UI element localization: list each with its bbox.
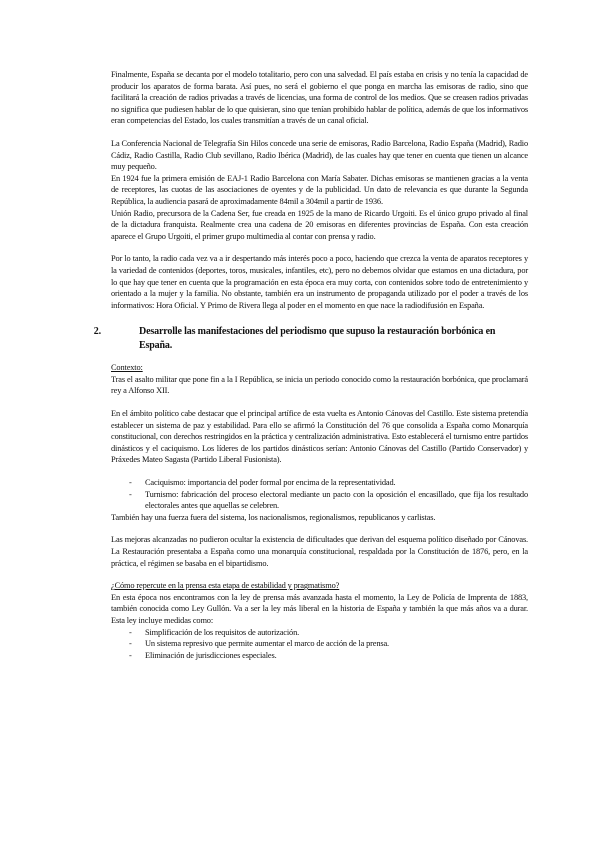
section-heading (93, 325, 528, 352)
document-body (93, 69, 528, 661)
list-item: - Simplificación de los requisitos de autorización. (145, 627, 528, 639)
prensa-question: ¿Cómo repercute en la prensa esta etapa de estabilidad y pragmatismo? (111, 581, 340, 591)
contexto-label: Contexto: (111, 363, 143, 373)
paragraph-asalto-militar: Tras el asalto militar que pone fin a la I República, se inicia un periodo conocido como la restauración borbónica, que proclamará rey a Alfonso XII. (111, 374, 528, 396)
paragraph-modelo-totalitario: Finalmente, España se decanta por el modelo totalitario, pero con una salvedad. El país estaba en crisis y no tenía la capacidad de producir los aparatos de forma barata. Así pues, no será el gobierno el que ponga en marcha las emisoras de radio, sino que facilitará la creación de radios privadas a través de licencias, una forma de control de los medios. Que se creasen radios privadas no significa que pudiesen hablar de lo que quisieran, sino que tenían prohibido hablar de política, además de que los informativos eran competencias del Estado, los cuales transmitían a través de un canal oficial. (111, 70, 528, 126)
contexto-bullet-list (111, 477, 528, 512)
list-item: - Eliminación de jurisdicciones especiales. (145, 650, 528, 662)
paragraph-conferencia-telegrafia: La Conferencia Nacional de Telegrafía Sin Hilos concede una serie de emisoras, Radio Barcelona, Radio España (Madrid), Radio Cádiz, Radio Castilla, Radio Club sevillano, Radio Ibérica (Madrid), de las cuales hay que tener en cuenta que tienen un alcance muy pequeño. (111, 138, 528, 172)
list-item: - Turnismo: fabricación del proceso electoral mediante un pacto con la oposición el encasillado, que fija los resultado electorales antes que aquellas se celebren. (145, 489, 528, 512)
section-number: 2. (93, 326, 101, 338)
paragraph-mejoras: Las mejoras alcanzadas no pudieron ocultar la existencia de dificultades que derivan del esquema político diseñado por Cánovas. La Restauración presentaba a España como una monarquía constitucional, respaldada por la Constitución de 1876, pero, en la práctica, el régimen se basaba en el bipartidismo. (111, 535, 528, 568)
paragraph-canovas: En el ámbito político cabe destacar que el principal artífice de esta vuelta es Antonio Cánovas del Castillo. Este sistema pretendía establecer un sistema de paz y estabilidad. Para ello se afirmó la Constitución del 76 que consolida a España como Monarquía constitucional, con derechos restringidos en la práctica y centralización administrativa. Esto establecerá el turnismo entre partidos dinásticos y el caciquismo. Los líderes de los partidos dinásticos serían: Antonio Cánovas del Castillo (Partido Conservador) y Práxedes Mateo Sagasta (Partido Liberal Fusionista). (111, 409, 528, 465)
section-title: Desarrolle las manifestaciones del periodismo que supuso la restauración borbónica en España. (139, 326, 496, 351)
list-item: - Un sistema represivo que permite aumentar el marco de acción de la prensa. (145, 638, 528, 650)
paragraph-ley-prensa: En esta época nos encontramos con la ley de prensa más avanzada hasta el momento, la Ley de Policía de Imprenta de 1883, también conocida como Ley Gullón. Va a ser la ley más liberal en la historia de España y también la que más años va a durar. Esta ley incluye medidas como: (111, 592, 528, 625)
paragraph-fuerza-fuera: También hay una fuerza fuera del sistema, los nacionalismos, regionalismos, republicanos y carlistas. (111, 512, 436, 522)
paragraph-radio-conclusion: Por lo tanto, la radio cada vez va a ir despertando más interés poco a poco, haciendo que crezca la venta de aparatos receptores y la variedad de contenidos (deportes, toros, musicales, infantiles, etc), pero no debemos olvidar que estamos en una dictadura, por lo que hay que tener en cuenta que la programación en esta época era muy corta, con contenidos sobre todo de entretenimiento y orientado a la mujer y la familia. No obstante, también era un instrumento de propaganda utilizado por el poder a través de los informativos: Hora Oficial. Y Primo de Rivera llega al poder en el momento en que nace la radiodifusión en España. (111, 254, 528, 310)
list-item: - Caciquismo: importancia del poder formal por encima de la representatividad. (145, 477, 528, 489)
prensa-bullet-list (111, 627, 528, 662)
paragraph-union-radio: Unión Radio, precursora de la Cadena Ser, fue creada en 1925 de la mano de Ricardo Urgoiti. Es el único grupo privado al final de la dictadura franquista. Realmente crea una cadena de 20 emisoras en diferentes provincias de España. Con esta creación aparece el Grupo Urgoiti, el primer grupo multimedia al contar con prensa y radio. (111, 208, 528, 241)
paragraph-radio-barcelona: En 1924 fue la primera emisión de EAJ-1 Radio Barcelona con María Sabater. Dichas emisoras se mantienen gracias a la venta de receptores, las cuotas de las asociaciones de oyentes y de la publicidad. Un dato de relevancia es que durante la Segunda República, la audiencia pasará de aproximadamente 84mil a 304mil a partir de 1936. (111, 173, 528, 206)
